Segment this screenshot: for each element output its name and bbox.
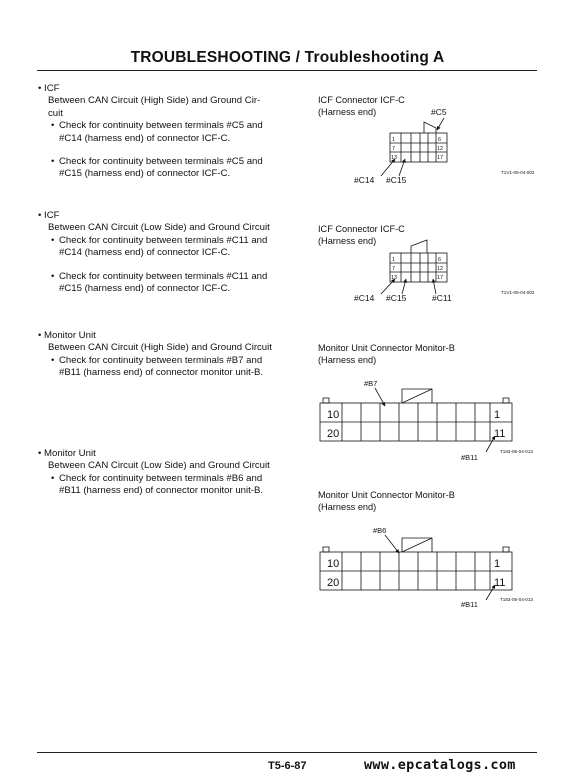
pointer-c5 [437, 118, 444, 130]
pin-label: 6 [438, 137, 442, 143]
icf-c-pin-labels-1 [391, 137, 443, 161]
pin-label: 6 [438, 257, 442, 263]
connector-caption: Monitor Unit Connector Monitor-B (Harness end) [318, 490, 455, 513]
pointer-c14 [381, 279, 395, 294]
procedure-title: • Monitor Unit [38, 448, 96, 459]
pointer-c15 [399, 159, 405, 176]
pointer-c11 [433, 279, 436, 294]
terminal-label: #C14 [354, 175, 375, 185]
monitor-b-connector-diagram-2 [320, 535, 512, 600]
terminal-label: #B7 [364, 379, 378, 388]
pin-label: 20 [327, 428, 340, 440]
pin-label: 1 [494, 558, 501, 570]
connector-caption: Monitor Unit Connector Monitor-B (Harness end) [318, 343, 455, 366]
check-item: • Check for continuity between terminals #C11 and #C14 (harness end) of connector ICF-C. [51, 234, 268, 259]
pin-label: 10 [327, 409, 340, 421]
pin-label: 11 [494, 577, 506, 589]
pin-label: 11 [494, 428, 506, 440]
terminal-label: #C15 [386, 293, 407, 303]
terminal-label: #C14 [354, 293, 375, 303]
page-title: TROUBLESHOOTING / Troubleshooting A [130, 49, 445, 66]
terminal-label: #C5 [431, 107, 447, 117]
pointer-c14 [381, 159, 395, 176]
pin-label: 1 [392, 257, 396, 263]
page-number: T5-6-87 [268, 760, 307, 772]
monitor-b-connector-diagram-1 [320, 388, 512, 452]
pointer-b6 [385, 535, 399, 553]
pointer-c15 [402, 279, 406, 294]
connector-latch [411, 240, 427, 253]
pin-label: 12 [437, 146, 444, 152]
figure-code: T183-05-04-013 [500, 449, 533, 454]
procedure-subtitle: Between CAN Circuit (High Side) and Ground Circuit [48, 342, 272, 354]
pin-label: 1 [392, 137, 396, 143]
footer-rule [37, 752, 537, 753]
pin-label: 17 [437, 155, 444, 161]
icf-c-pin-labels-2 [391, 257, 443, 281]
check-item: • Check for continuity between terminals #C11 and #C15 (harness end) of connector ICF-C. [51, 270, 268, 295]
pin-label: 10 [327, 558, 340, 570]
figure-code: T1V1-05-04-002 [501, 170, 535, 175]
procedure-subtitle: Between CAN Circuit (High Side) and Ground Cir- [48, 95, 261, 107]
figure-code: T183-05-04-013 [500, 597, 533, 602]
terminal-label: #C11 [432, 293, 452, 303]
watermark: www.epcatalogs.com [364, 757, 516, 773]
pin-label: 13 [391, 155, 398, 161]
connector-caption: ICF Connector ICF-C (Harness end) [318, 224, 405, 247]
terminal-label: #B11 [461, 453, 478, 462]
pin-label: 7 [392, 146, 396, 152]
connector-caption: ICF Connector ICF-C (Harness end) [318, 95, 405, 118]
check-item: • Check for continuity between terminals #C5 and #C14 (harness end) of connector ICF-C. [51, 120, 263, 144]
check-item: • Check for continuity between terminals #B7 and #B11 (harness end) of connector monitor unit-B. [51, 354, 264, 379]
pin-label: 13 [391, 275, 398, 281]
pin-label: 7 [392, 266, 396, 272]
check-item: • Check for continuity between terminals #B6 and #B11 (harness end) of connector monitor unit-B. [51, 472, 264, 497]
pin-label: 20 [327, 577, 340, 589]
check-item: • Check for continuity between terminals #C5 and #C15 (harness end) of connector ICF-C. [51, 156, 263, 180]
pin-label: 17 [437, 275, 444, 281]
procedure-subtitle: cuit [48, 107, 63, 119]
procedure-title: • ICF [38, 210, 60, 221]
terminal-label: #C15 [386, 175, 407, 185]
procedure-subtitle: Between CAN Circuit (Low Side) and Ground Circuit [48, 460, 270, 472]
figure-code: T1V1-05-04-002 [501, 290, 535, 295]
procedure-title: • ICF [38, 83, 60, 94]
terminal-label: #B11 [461, 600, 478, 609]
procedure-title: • Monitor Unit [38, 330, 96, 341]
procedure-subtitle: Between CAN Circuit (Low Side) and Ground Circuit [48, 222, 270, 234]
pin-label: 1 [494, 409, 501, 421]
connector-latch [424, 122, 436, 133]
pin-label: 12 [437, 266, 444, 272]
terminal-label: #B6 [373, 526, 387, 535]
